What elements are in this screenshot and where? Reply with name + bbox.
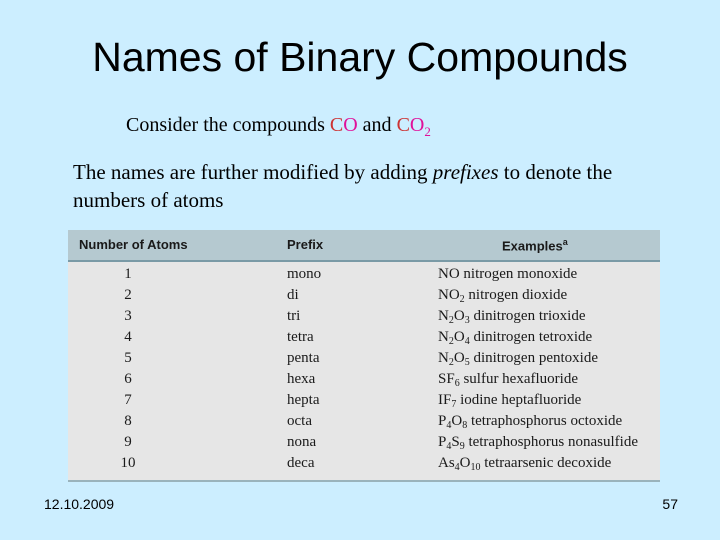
compound-name: sulfur hexafluoride bbox=[459, 371, 578, 387]
formula-subscript: 3 bbox=[464, 315, 470, 326]
table-row bbox=[68, 433, 660, 454]
header-number: Number of Atoms bbox=[79, 237, 188, 252]
cell-prefix: hexa bbox=[287, 371, 316, 387]
compound-name: tetraphosphorus nonasulfide bbox=[464, 434, 638, 450]
compound-name: nitrogen monoxide bbox=[459, 266, 578, 282]
formula-element: NO bbox=[438, 287, 460, 303]
table-row bbox=[68, 412, 660, 433]
page-number: 57 bbox=[662, 496, 678, 512]
compound-name: dinitrogen tetroxide bbox=[469, 329, 593, 345]
formula-element: N bbox=[438, 350, 449, 366]
cell-example bbox=[438, 308, 586, 326]
cell-example bbox=[438, 413, 622, 431]
table-row bbox=[68, 328, 660, 349]
formula-element: N bbox=[438, 308, 449, 324]
footer-date: 12.10.2009 bbox=[44, 496, 115, 512]
cell-number: 10 bbox=[120, 455, 136, 471]
formula-subscript: 2 bbox=[448, 315, 454, 326]
co2-subscript: 2 bbox=[424, 124, 431, 139]
cell-number: 5 bbox=[124, 350, 132, 366]
cell-example bbox=[438, 392, 581, 410]
cell-prefix: nona bbox=[287, 434, 317, 450]
formula-subscript: 4 bbox=[454, 462, 460, 473]
formula-subscript: 2 bbox=[448, 336, 454, 347]
cell-example bbox=[438, 350, 598, 368]
cell-example bbox=[438, 455, 611, 473]
cell-prefix: tri bbox=[287, 308, 301, 324]
cell-number: 1 bbox=[124, 266, 132, 282]
header-examples: Examples$^a$ bbox=[502, 237, 568, 254]
cell-number: 9 bbox=[124, 434, 132, 450]
body-text-part2: to denote the numbers of atoms bbox=[73, 160, 613, 212]
formula-element: O bbox=[453, 350, 465, 366]
formula-element: O bbox=[453, 329, 465, 345]
compound-name: iodine heptafluoride bbox=[456, 392, 582, 408]
formula-subscript: 7 bbox=[451, 399, 457, 410]
cell-number: 8 bbox=[124, 413, 132, 429]
consider-line bbox=[126, 114, 431, 140]
formula-subscript: 9 bbox=[459, 441, 465, 452]
formula-element: O bbox=[453, 308, 465, 324]
table-header bbox=[68, 230, 660, 262]
formula-element: P bbox=[438, 434, 447, 450]
formula-element: O bbox=[459, 455, 471, 471]
cell-example bbox=[438, 371, 578, 389]
cell-number: 6 bbox=[124, 371, 132, 387]
formula-element: NO bbox=[438, 266, 460, 282]
table-row bbox=[68, 307, 660, 328]
cell-number: 3 bbox=[124, 308, 132, 324]
table-row bbox=[68, 391, 660, 412]
formula-element: SF bbox=[438, 371, 455, 387]
formula-subscript: 4 bbox=[446, 420, 452, 431]
formula-element: O bbox=[451, 413, 463, 429]
cell-prefix: mono bbox=[287, 266, 322, 282]
co-oxygen: O bbox=[343, 114, 358, 136]
table-row bbox=[68, 265, 660, 286]
consider-and: and bbox=[357, 114, 397, 136]
co2-carbon: C bbox=[396, 114, 410, 136]
cell-number: 4 bbox=[124, 329, 132, 345]
formula-element: P bbox=[438, 413, 447, 429]
cell-number: 2 bbox=[124, 287, 132, 303]
cell-example bbox=[438, 287, 567, 305]
consider-text: Consider the compounds bbox=[126, 114, 330, 136]
compound-name: tetraarsenic decoxide bbox=[480, 455, 612, 471]
formula-subscript: 2 bbox=[448, 357, 454, 368]
header-prefix: Prefix bbox=[287, 237, 324, 252]
table-row bbox=[68, 286, 660, 307]
formula-subscript: 4 bbox=[464, 336, 470, 347]
compound-name: nitrogen dioxide bbox=[464, 287, 568, 303]
body-text-emphasis: prefixes bbox=[432, 160, 499, 184]
formula-element: IF bbox=[438, 392, 452, 408]
formula-element: S bbox=[451, 434, 460, 450]
compound-name: dinitrogen trioxide bbox=[469, 308, 586, 324]
cell-prefix: deca bbox=[287, 455, 315, 471]
prefix-table bbox=[68, 230, 660, 482]
cell-prefix: penta bbox=[287, 350, 320, 366]
compound-name: tetraphosphorus octoxide bbox=[467, 413, 623, 429]
cell-prefix: tetra bbox=[287, 329, 314, 345]
cell-prefix: hepta bbox=[287, 392, 320, 408]
formula-subscript: 8 bbox=[462, 420, 468, 431]
cell-prefix: di bbox=[287, 287, 299, 303]
table-row bbox=[68, 370, 660, 391]
slide-title: Names of Binary Compounds bbox=[92, 34, 628, 80]
table-row bbox=[68, 454, 660, 475]
formula-subscript: 2 bbox=[459, 294, 465, 305]
formula-element: N bbox=[438, 329, 449, 345]
cell-number: 7 bbox=[124, 392, 132, 408]
co-carbon: C bbox=[329, 114, 344, 136]
compound-name: dinitrogen pentoxide bbox=[469, 350, 598, 366]
formula-subscript: 4 bbox=[446, 441, 452, 452]
cell-prefix: octa bbox=[287, 413, 312, 429]
body-text-part1: The names are further modified by adding bbox=[73, 160, 433, 184]
cell-example bbox=[438, 266, 577, 283]
formula-subscript: 5 bbox=[464, 357, 470, 368]
body-text bbox=[73, 158, 673, 214]
formula-subscript: 6 bbox=[454, 378, 460, 389]
co2-oxygen: $O_2$ bbox=[409, 114, 431, 139]
cell-example bbox=[438, 434, 638, 452]
cell-example bbox=[438, 329, 592, 347]
header-footnote-mark: a bbox=[562, 237, 568, 247]
formula-element: As bbox=[438, 455, 455, 471]
table-row bbox=[68, 349, 660, 370]
formula-subscript: 10 bbox=[470, 462, 481, 473]
